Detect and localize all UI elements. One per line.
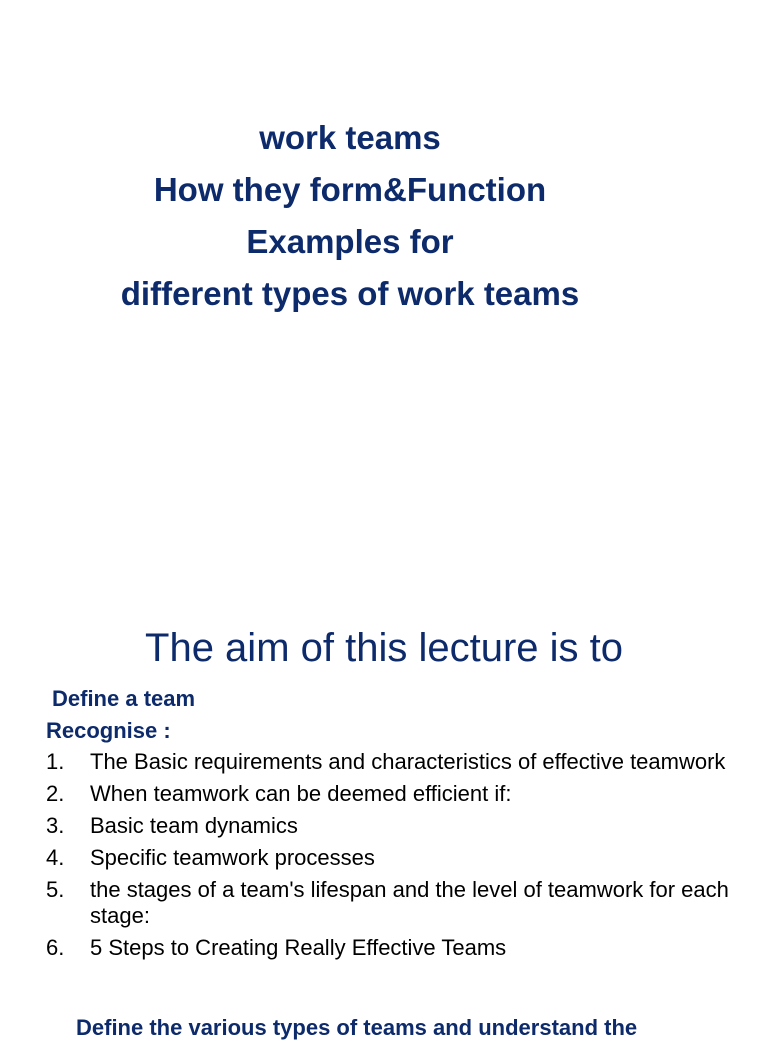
cut-off-line: Define the various types of teams and understand the — [76, 1015, 638, 1040]
title-line: How they form&Function — [153, 171, 547, 208]
slide-title — [0, 112, 700, 320]
list-number: 6. — [46, 935, 65, 960]
intro-recognise: Recognise : — [46, 718, 171, 743]
list-text: The Basic requirements and characteristics of effective teamwork — [90, 749, 726, 774]
aims-list — [46, 749, 736, 967]
list-text: Specific teamwork processes — [90, 845, 375, 870]
title-line: work teams — [259, 119, 441, 156]
list-text: 5 Steps to Creating Really Effective Teams — [90, 935, 507, 960]
list-number: 2. — [46, 781, 65, 806]
list-item — [46, 845, 736, 871]
list-item — [46, 813, 736, 839]
title-line: Examples for — [246, 223, 454, 260]
list-text: the stages of a team's lifespan and the level of teamwork for each stage: — [90, 877, 729, 928]
intro-define: Define a team — [52, 686, 196, 711]
list-item — [46, 877, 736, 929]
title-line: different types of work teams — [120, 275, 580, 312]
list-number: 3. — [46, 813, 65, 838]
list-number: 1. — [46, 749, 65, 774]
slide-heading: The aim of this lecture is to — [145, 626, 623, 670]
list-item — [46, 749, 736, 775]
list-text: Basic team dynamics — [90, 813, 298, 838]
list-item — [46, 935, 736, 961]
aims-slide — [0, 576, 768, 1040]
list-number: 4. — [46, 845, 65, 870]
list-item — [46, 781, 736, 807]
list-number: 5. — [46, 877, 65, 902]
list-text: When teamwork can be deemed efficient if: — [90, 781, 512, 806]
